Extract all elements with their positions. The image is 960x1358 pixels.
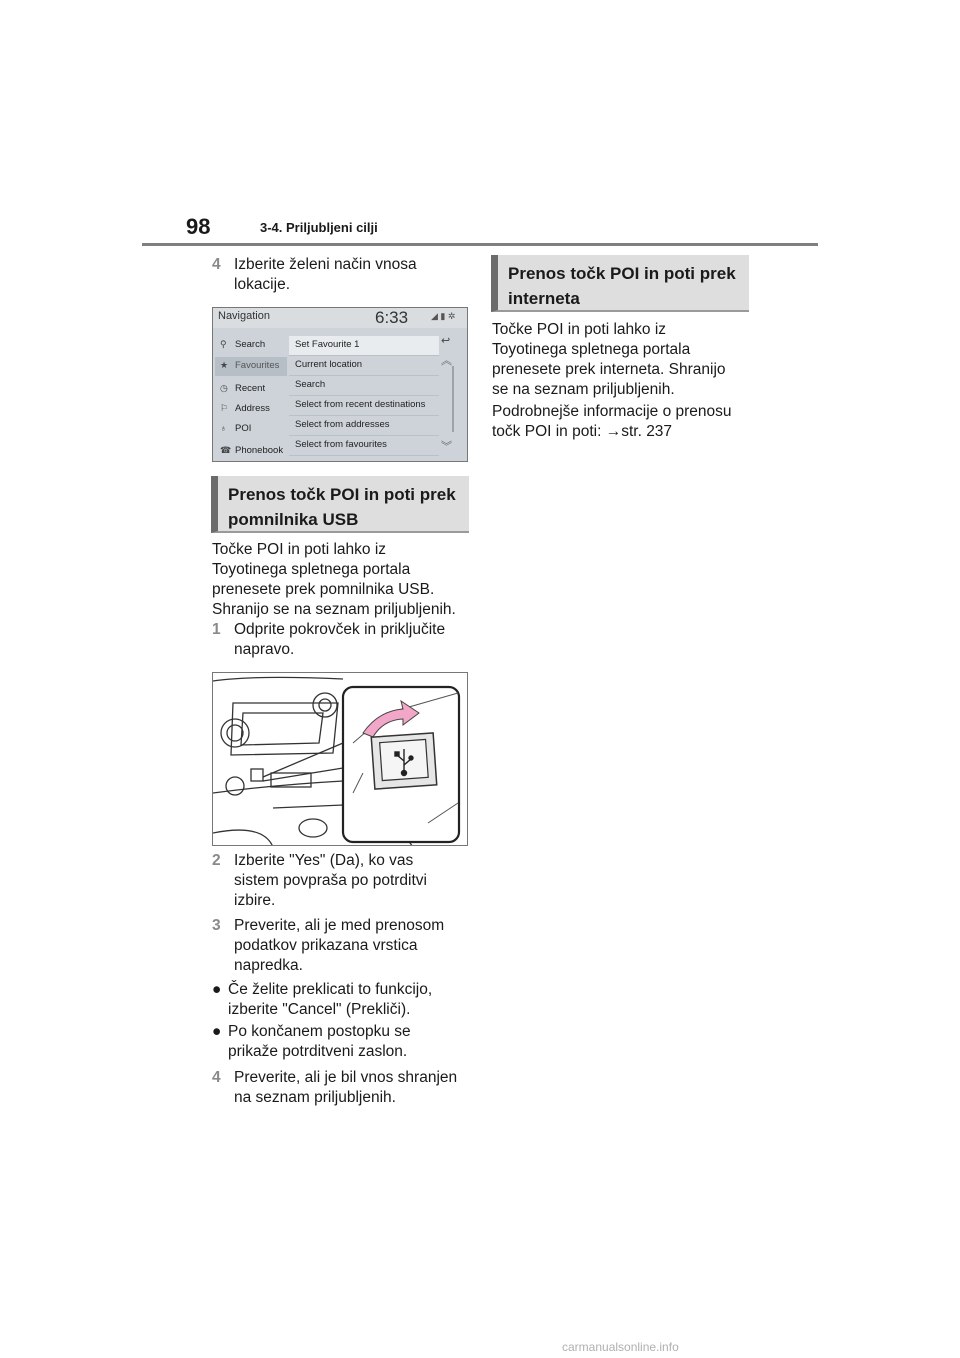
details-reference: Podrobnejše informacije o prenosu točk POI in poti: →str. 237: [492, 403, 732, 440]
status-icons: ◢ ▮ ✲: [431, 311, 456, 321]
nav-title: Navigation: [218, 310, 270, 322]
bullet-icon: ●: [212, 1023, 222, 1040]
menu-item-phonebook[interactable]: ☎ Phonebook: [220, 445, 284, 456]
nav-side-menu: [215, 330, 287, 461]
option-recent-destinations[interactable]: Select from recent destinations: [289, 396, 439, 416]
heading-usb-transfer: Prenos točk POI in poti prek pomnilnika USB: [211, 476, 469, 533]
option-set-favourite[interactable]: Set Favourite 1: [289, 336, 439, 356]
step-text: Odprite pokrovček in priključite napravo.: [234, 621, 446, 658]
search-icon: ⚲: [220, 339, 227, 349]
clock-icon: ◷: [220, 383, 228, 393]
signpost-icon: ⚐: [220, 403, 229, 413]
scroll-up-icon[interactable]: ︽: [441, 355, 452, 367]
step-number: 4: [212, 256, 221, 273]
option-search[interactable]: Search: [289, 376, 439, 396]
section-title: 3-4. Priljubljeni cilji: [260, 220, 378, 235]
scrollbar[interactable]: [452, 366, 454, 432]
step-number: 4: [212, 1069, 221, 1086]
step-text: Izberite želeni način vnosa lokacije.: [234, 256, 417, 293]
usb-intro-text: Točke POI in poti lahko iz Toyotinega spletnega portala prenesete prek pomnilnika USB. Shranijo se na seznam priljubljenih.: [212, 541, 456, 618]
usb-drawing: [213, 673, 468, 846]
step-text: Preverite, ali je med prenosom podatkov prikazana vrstica napredka.: [234, 917, 445, 974]
option-addresses[interactable]: Select from addresses: [289, 416, 439, 436]
menu-item-poi[interactable]: ♁ POI: [220, 423, 252, 434]
back-icon[interactable]: ↩: [441, 335, 451, 347]
star-icon: ★: [220, 360, 229, 370]
step-number: 1: [212, 621, 221, 638]
navigation-screen: [212, 307, 468, 462]
page-number: 98: [186, 214, 211, 239]
step-1-connect: [212, 620, 472, 660]
nav-option-list: [289, 330, 439, 461]
bullet-icon: ●: [212, 981, 222, 998]
option-current-location[interactable]: Current location: [289, 356, 439, 376]
nav-clock: 6:33: [375, 308, 409, 327]
step-3-progress: [212, 916, 472, 976]
step-number: 3: [212, 917, 221, 934]
page-reference-link[interactable]: točk POI in poti: →str. 237: [492, 423, 673, 440]
heading-internet-transfer: Prenos točk POI in poti prek interneta: [491, 255, 749, 312]
menu-item-search[interactable]: ⚲ Search: [220, 339, 266, 350]
step-4-verify: [212, 1068, 482, 1108]
pin-icon: ♁: [220, 423, 227, 433]
step-4-select-input: [212, 255, 472, 295]
bullet-cancel: ● Če želite preklicati to funkcijo, izberite "Cancel" (Prekliči).: [212, 981, 433, 1018]
phonebook-icon: ☎: [220, 445, 232, 455]
option-favourites[interactable]: Select from favourites: [289, 436, 439, 456]
scroll-down-icon[interactable]: ︾: [441, 441, 452, 453]
menu-item-address[interactable]: ⚐ Address: [220, 403, 270, 414]
step-text: Preverite, ali je bil vnos shranjen na seznam priljubljenih.: [234, 1069, 458, 1106]
menu-item-recent[interactable]: ◷ Recent: [220, 383, 266, 394]
watermark: carmanualsonline.info: [562, 1340, 679, 1354]
menu-item-favourites[interactable]: ★ Favourites: [215, 357, 287, 376]
bullet-confirmation: ● Po končanem postopku se prikaže potrditveni zaslon.: [212, 1023, 411, 1060]
step-number: 2: [212, 852, 221, 869]
internet-text: Točke POI in poti lahko iz Toyotinega spletnega portala prenesete prek interneta. Shranijo se na seznam priljubljenih.: [492, 321, 726, 398]
step-2-confirm: [212, 851, 472, 911]
header-divider: [142, 243, 818, 246]
usb-port-illustration: [212, 672, 468, 846]
step-text: Izberite "Yes" (Da), ko vas sistem povpraša po potrditvi izbire.: [234, 852, 427, 909]
